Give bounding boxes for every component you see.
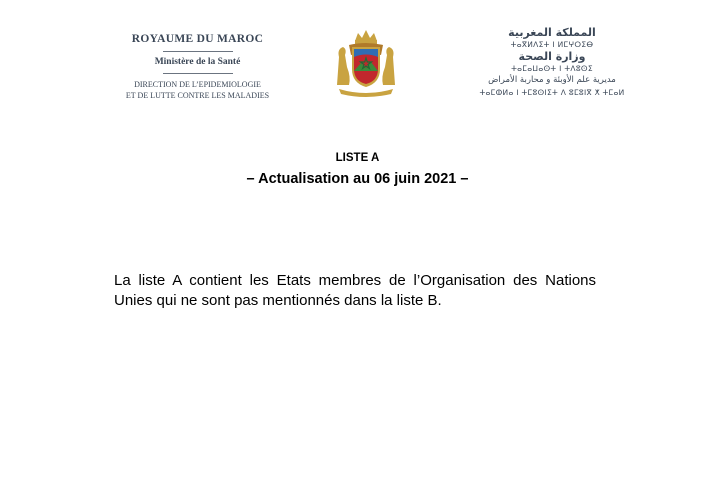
header-right-block <box>462 26 642 98</box>
ministry-name-tifinagh: ⵜⴰⵎⴰⵡⴰⵙⵜ ⵏ ⵜⴷⵓⵙⵉ <box>511 64 593 73</box>
header-divider <box>163 73 233 74</box>
ministry-name-fr: Ministère de la Santé <box>154 57 241 67</box>
direction-name-ar: مديرية علم الأوبئة و محاربة الأمراض <box>488 75 616 85</box>
document-title-block <box>0 152 715 187</box>
update-date: – Actualisation au 06 juin 2021 – <box>246 171 469 187</box>
ministry-name-ar: وزارة الصحة <box>518 50 586 63</box>
kingdom-name-fr: ROYAUME DU MAROC <box>131 33 264 45</box>
header-left-block <box>100 33 295 101</box>
body-paragraph: La liste A contient les Etats membres de l’Organisation des Nations Unies qui ne sont pas mentionnés dans la liste B. <box>114 272 596 309</box>
direction-name-tifinagh: ⵜⴰⵎⵀⵍⴰ ⵏ ⵜⵎⵓⵙⵏⵉⵜ ⴷ ⵓⵎⵓⵏⴳ ⵅ ⵜⵎⴰⵍ <box>479 88 625 97</box>
kingdom-name-tifinagh: ⵜⴰⴳⵍⴷⵉⵜ ⵏ ⵍⵎⵖⵔⵉⴱ <box>510 40 594 49</box>
kingdom-name-ar: المملكة المغربية <box>508 26 596 39</box>
header-divider <box>163 51 233 52</box>
direction-line-1: DIRECTION DE L’EPIDEMIOLOGIE <box>134 80 261 89</box>
moroccan-coat-of-arms-icon <box>331 27 401 97</box>
direction-line-2: ET DE LUTTE CONTRE LES MALADIES <box>125 91 270 100</box>
list-name: LISTE A <box>335 152 380 164</box>
